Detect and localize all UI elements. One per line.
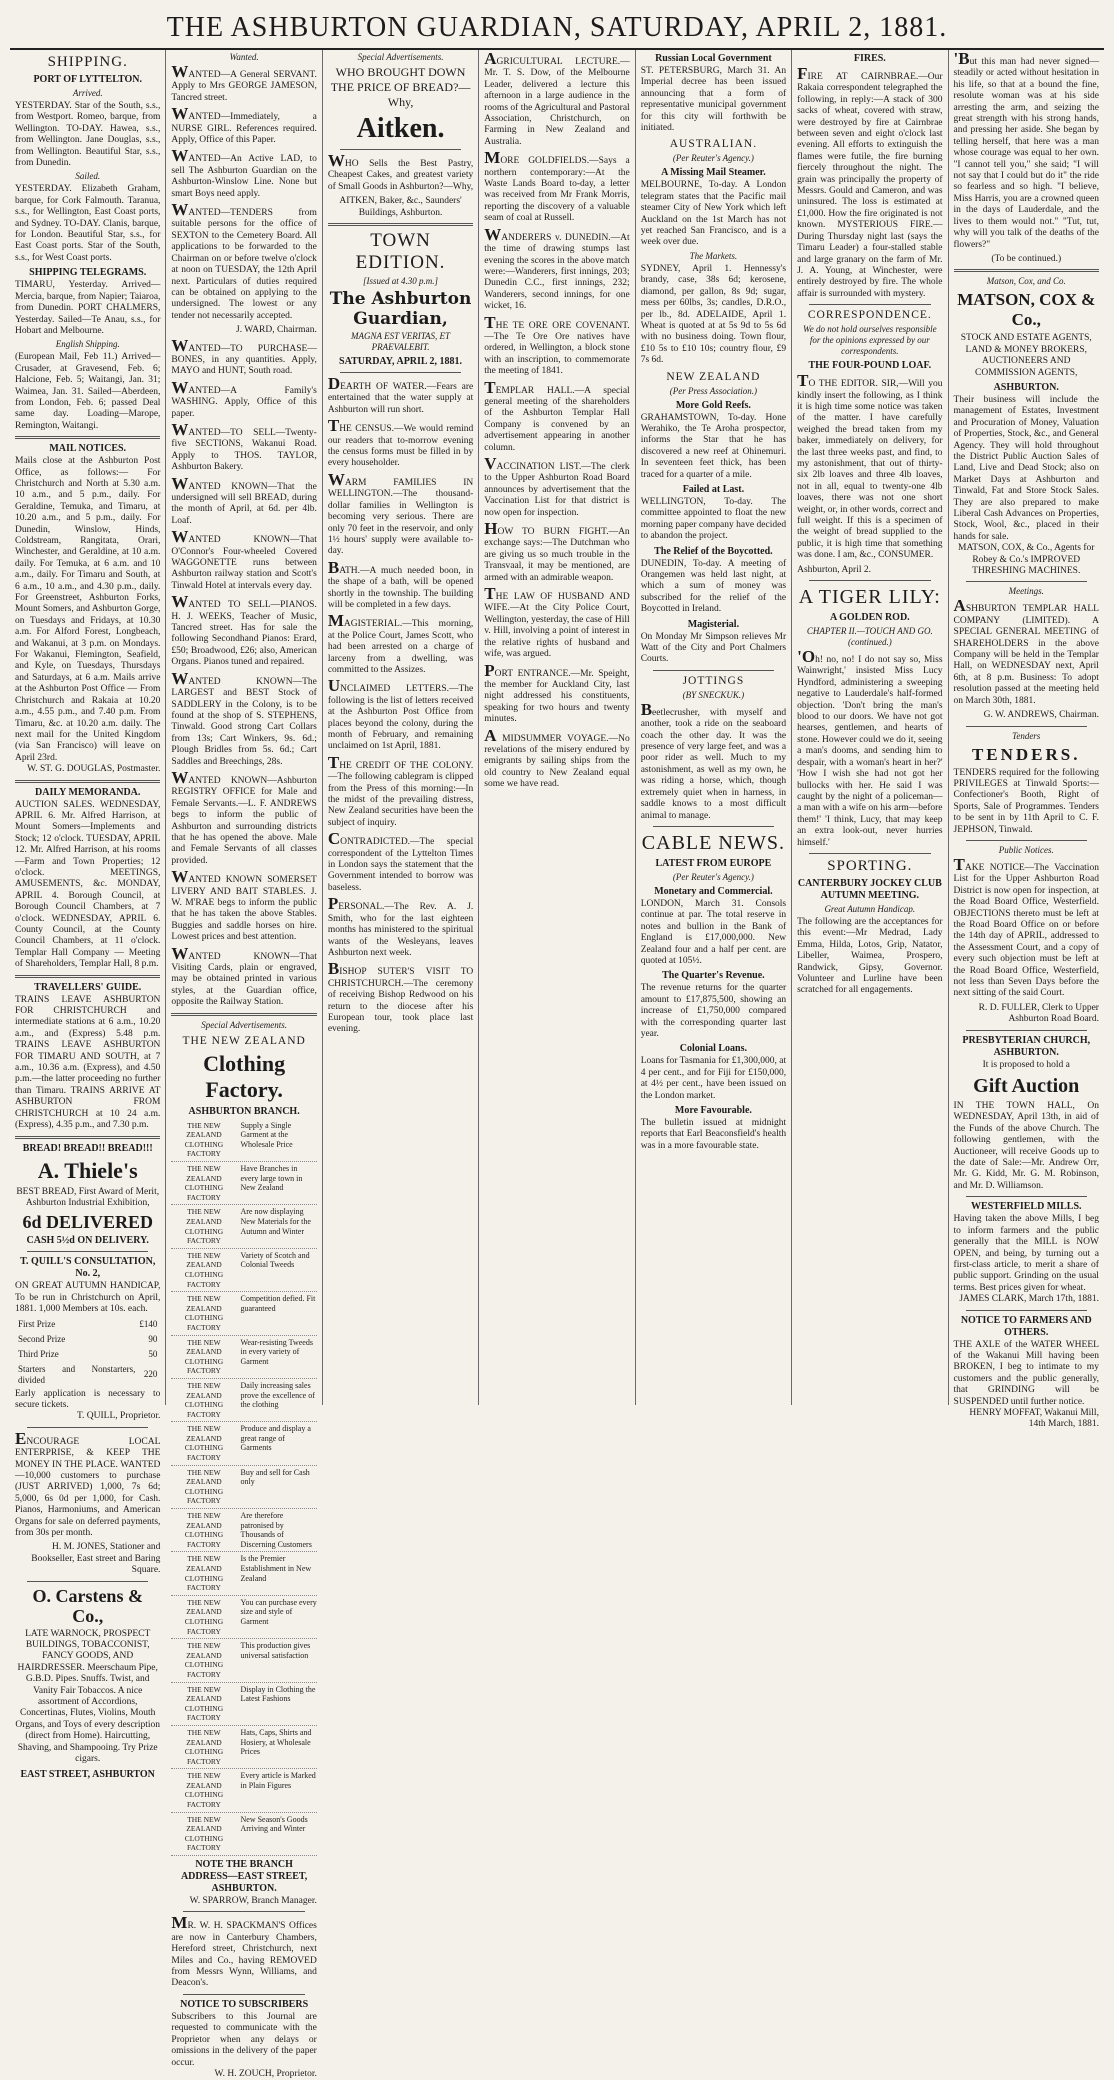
factory-line (171, 1336, 316, 1379)
wanted-ad: WANTED—An Active LAD, to sell The Ashburton Guardian on the Ashburton-Winslow Line. None but smart Boys need apply. (171, 146, 317, 199)
colonial-loans-body: Loans for Tasmania for £1,300,000, at 4 per cent., and for Fiji for £150,000, at 4½ per cent., have been issued on the London market. (640, 1056, 787, 1101)
factory-name: THE NEW ZEALAND CLOTHING FACTORY (184, 1684, 224, 1723)
prize-row (17, 1318, 158, 1331)
factory-list (171, 1119, 316, 1856)
divider (183, 1994, 304, 1995)
factory-claim: Variety of Scotch and Colonial Tweeds (240, 1250, 310, 1270)
matson-agents: MATSON, COX, & Co., Agents for Robey & Co.'s IMPROVED THRESHING MACHINES. (958, 543, 1095, 577)
sporting-body: The following are the acceptances for this event:—Mr Medrad, Lady Emma, Hilda, Lotos, Grip, Natator, Libeller, Waimea, Prospero, Randwick, Gipsy, Governor. Volunteer and Lurline have been scratched for all engagements. (797, 916, 943, 996)
prize-label: Second Prize (18, 1333, 66, 1344)
motto: MAGNA EST VERITAS, ET PRAEVALEBIT. (351, 331, 451, 353)
wanted-heading: Wanted. (229, 52, 259, 62)
factory-line (171, 1552, 316, 1595)
australian-heading: AUSTRALIAN. (669, 138, 758, 151)
quill-note: Early application is necessary to secure tickets. (15, 1388, 161, 1410)
correspondence-note: We do not hold ourselves responsible for the opinions expressed by our correspondents. (803, 324, 937, 357)
favourable-heading: More Favourable. (674, 1105, 752, 1116)
tenders-body: TENDERS required for the following PRIVILEGES at Tinwald Sports:—Confectioner's Booth, Right of Sports, Sale of Programmes. Tenders to be sent in by 11th April to C. F. JEPHSON, Tinwald. (953, 767, 1099, 835)
bread-cash: CASH 5½d ON DELIVERY. (26, 1235, 149, 1247)
westerfield-mills-heading: WESTERFIELD MILLS. (970, 1201, 1082, 1213)
special-ads-heading: Special Advertisements. (201, 1019, 288, 1030)
divider (15, 436, 160, 439)
column-3 (323, 50, 479, 1405)
news-item: THE CREDIT OF THE COLONY.—The following cablegram is clipped from the Press of this morning:—In the midst of the prevailing distress, New Zealand securities have been the subject of inquiry. (327, 752, 474, 828)
column-1 (10, 50, 166, 1780)
jottings-heading: JOTTINGS (682, 674, 745, 687)
monetary-body: LONDON, March 31. Consols continue at par. The total reserve in notes and bullion in the Bank of England is £17,000,000. New Zealand four and a half per cent. are quoted at 105½. (640, 898, 787, 966)
notice-signature: W. H. ZOUCH, Proprietor. (214, 2068, 317, 2079)
factory-line (171, 1162, 316, 1205)
factory-claim: Are therefore patronised by Thousands of Discerning Customers (240, 1511, 312, 1549)
divider (653, 826, 774, 827)
matson-name: MATSON, COX & Co., (957, 290, 1096, 330)
divider (809, 304, 930, 305)
town-edition-sub: [Issued at 4.30 p.m.] (363, 276, 439, 287)
factory-name: THE NEW ZEALAND CLOTHING FACTORY (184, 1250, 224, 1289)
divider (966, 1030, 1087, 1031)
quill-body: ON GREAT AUTUMN HANDICAP, To be run in Christchurch on April, 1881. 1,000 Members at 10s. each. (15, 1281, 161, 1315)
factory-claim: Wear-resisting Tweeds in every variety of Garment (240, 1337, 313, 1366)
news-item: THE LAW OF HUSBAND AND WIFE.—At the City Police Court, Wellington, yesterday, the case of Hill v. Hill, involving a point of interest in the relative rights of husband and wife, was argued. (484, 584, 630, 660)
news-item: DEARTH OF WATER.—Fears are entertained that the water supply at Ashburton will run short. (327, 374, 474, 415)
wanted-ad: WANTED KNOWN—That the undersigned will sell BREAD, during the month of April, at 6d. per 4lb. Loaf. (171, 473, 317, 526)
factory-line (171, 1379, 316, 1422)
sexton-signature: J. WARD, Chairman. (236, 325, 317, 336)
aitken-name: Aitken. (356, 113, 445, 144)
arrived-heading: Arrived. (72, 88, 103, 98)
divider (966, 581, 1087, 582)
carstens-name: O. Carstens & Co., (32, 1585, 143, 1626)
divider (653, 670, 774, 671)
news-item: TEMPLAR HALL.—A special general meeting of the shareholders of the Ashburton Templar Hall Company is convened by an advertisement appearing in another column. (484, 377, 630, 453)
quill-signature: T. QUILL, Proprietor. (76, 1411, 161, 1422)
news-item: A MIDSUMMER VOYAGE.—No revelations of the misery endured by emigrants by sailing ships from the old country to New Zealand equal some we have read. (484, 725, 630, 790)
correspondence-heading: CORRESPONDENCE. (807, 309, 932, 322)
factory-name: THE NEW ZEALAND CLOTHING FACTORY (184, 1641, 224, 1679)
russian-heading: Russian Local Government (655, 53, 772, 64)
mail-signature: W. ST. G. DOUGLAS, Postmaster. (27, 764, 161, 775)
factory-signature: W. SPARROW, Branch Manager. (189, 1896, 317, 1907)
monetary-heading: Monetary and Commercial. (654, 885, 773, 897)
divider (340, 372, 461, 373)
factory-line (171, 1769, 316, 1812)
bread-body: BEST BREAD, First Award of Merit, Ashburton Industrial Exhibition, (16, 1186, 160, 1208)
carstens-body: LATE WARNOCK, PROSPECT BUILDINGS, TOBACCONIST, FANCY GOODS, AND HAIRDRESSER. Meerschaum Pipe, G.B.D. Pipes. Snuffs. Twist, and Vanity Fair Tobaccos. A nice assortment of Accordions, Concertinas, Flutes, Violins, Mouth Organs, and Toys of every description (direct from Home). Haircutting, Shaving, and Shampooing. Try Prize cigars. (15, 1628, 161, 1765)
nz-heading: THE NEW ZEALAND (182, 1034, 306, 1047)
loaf-date: Ashburton, April 2. (797, 564, 871, 575)
tiger-lily-heading: A TIGER LILY: (798, 586, 941, 609)
templar-meeting: ASHBURTON TEMPLAR HALL COMPANY (LIMITED). A SPECIAL GENERAL MEETING of SHAREHOLDERS in the above Company will be held in the Templar Hall, on WEDNESDAY next, April 6th, at 8 p.m. Business: To adopt resolution passed at the meeting held on March 30th, 1881. (953, 596, 1099, 706)
matson-town: ASHBURTON. (993, 381, 1059, 393)
news-item: BISHOP SUTER'S VISIT TO CHRISTCHURCH.—The ceremony of receiving Bishop Redwood on his return to the diocese after his European tour, took place last evening. (327, 959, 474, 1035)
clothing-factory-title: Clothing Factory. (203, 1050, 286, 1102)
farmers-signature: HENRY MOFFAT, Wakanui Mill, 14th March, 1881. (969, 1407, 1099, 1430)
factory-name: THE NEW ZEALAND CLOTHING FACTORY (184, 1814, 224, 1853)
divider (27, 1251, 148, 1252)
jottings-byline: (BY SNECKUK.) (682, 689, 745, 700)
tiger-lily-sub: A GOLDEN ROD. (829, 612, 910, 624)
divider (966, 726, 1087, 727)
subscribers-notice-heading: NOTICE TO SUBSCRIBERS (180, 1998, 309, 2010)
column-5 (636, 50, 792, 1405)
divider (954, 269, 1099, 272)
wanted-ad: WANTED—TENDERS from suitable persons for the office of SEXTON to the Cemetery Board. All applications to be forwarded to the Chairman on or before twelve o'clock at noon on TUESDAY, the 12th April next. Particulars of duties required can be obtained on applying to the undersigned. The lowest or any tender not necessarily accepted. (171, 200, 317, 321)
divider (809, 853, 930, 854)
divider (15, 975, 160, 978)
factory-claim: Daily increasing sales prove the excellence of the clothing (240, 1380, 315, 1410)
divider (183, 1911, 304, 1912)
jones-signature: H. M. JONES, Stationer and Bookseller, East street and Baring Square. (31, 1542, 161, 1576)
factory-claim: Produce and display a great range of Garments (240, 1424, 311, 1453)
sailed-heading: Sailed. (75, 171, 101, 182)
masthead: THE ASHBURTON GUARDIAN, SATURDAY, APRIL 2, 1881. (10, 8, 1104, 50)
revenue-body: The revenue returns for the quarter amount to £17,875,500, showing an increase of £1,750,000 compared with the corresponding quarter last year. (640, 983, 787, 1039)
news-item: THE TE ORE ORE COVENANT.—The Te Ore Ore natives have ordered, in Wellington, a block stone with an inscription, to commemorate the meeting of 1841. (484, 312, 630, 377)
divider (15, 1136, 160, 1139)
divider (340, 149, 461, 150)
wanted-ad: WANTED—A Family's WASHING. Apply, Office of this paper. (171, 377, 317, 419)
matson-body: Their business will include the management of Estates, Investment and Procuration of Money, Valuation of Properties, Stock, &c., and General Agency. They will hold throughout the District Public Auction Sales of Land, Live and Dead Stock; also on Market Days at Ashburton and Tinwald, Fat and Store Stock Sales. They are also prepared to make Liberal Cash Advances on Properties, Stock, Wool, &c., placed in their hands for sale. (953, 394, 1099, 542)
shipping-heading: SHIPPING. (47, 54, 128, 70)
failed-heading: Failed at Last. (682, 483, 745, 495)
divider (809, 580, 930, 581)
factory-name: THE NEW ZEALAND CLOTHING FACTORY (184, 1120, 224, 1159)
prize-amount: £140 (139, 1318, 158, 1329)
telegrams-body: TIMARU, Yesterday. Arrived—Mercia, barque, from Napier; Taiaroa, from Dunedin. PORT CHALMERS, Yesterday. Sailed—Te Anau, s.s., for Hobart and Melbourne. (15, 280, 161, 336)
missing-steamer-body: MELBOURNE, To-day. A London telegram states that the Pacific mail steamer City of New York which left Auckland on the 1st March has not yet reached San Francisco, and is a week over due. (640, 180, 787, 248)
gold-reefs-body: GRAHAMSTOWN, To-day. Hone Werahiko, the Te Aroha prospector, informs the Star that he has discovered a new reef at Ohinemuri. In seventeen feet thick, has been traced for a quarter of a mile. (640, 412, 787, 480)
branch-heading: ASHBURTON BRANCH. (188, 1105, 300, 1117)
memoranda-body: AUCTION SALES. WEDNESDAY, APRIL 6. Mr. Alfred Harrison, at Mount Somers—Implements and Stock; 12 o'clock. TUESDAY, APRIL 12. Mr. Alfred Harrison, at his rooms—Farm and Town Properties; 12 o'clock. MEETINGS, AMUSEMENTS, &c. MONDAY, APRIL 4. Borough Council, at Borough Council Chambers, at 7 o'clock. WEDNESDAY, APRIL 6. County Council, at the County Council Chambers, at 11 o'clock. Templar Hall Company — Meeting of Shareholders, Templar Hall, 8 p.m. (15, 799, 161, 970)
factory-line (171, 1726, 316, 1769)
factory-name: THE NEW ZEALAND CLOTHING FACTORY (184, 1380, 224, 1419)
quill-prizes-table (15, 1316, 160, 1389)
aitken-question: WHO BROUGHT DOWN THE PRICE OF BREAD?—Why, (330, 65, 471, 109)
fires-heading: FIRES. (853, 53, 886, 64)
news-item: PERSONAL.—The Rev. A. J. Smith, who for the last eighteen months has ministered to the spiritual wants of the Wesleyans, leaves Ashburton next week. (327, 894, 474, 958)
tiger-lily-body: 'Oh! no, no! I do not say so, Miss Wainwright,' insisted Miss Lucy Hyndford, administering a sweeping negative to Lauderdale's half-formed objection. 'Don't bring the man's blood to our doors. We have not got hearses, gentlemen, and hearts of stone. However could we do it, seeing a man's dooms, and sending him to despair, with a woman's heart in her?' 'How I wish she had not got her bullocks with her. He said I was caught by the night of a policeman—a man with a wife on his arm—before them!' 'I think, Lucy, that may keep an extra look-out, never hurries himself.' (797, 647, 943, 848)
telegrams-heading: SHIPPING TELEGRAMS. (29, 267, 147, 279)
spackman-ad: MR. W. H. SPACKMAN'S Offices are now in Canterbury Chambers, Hereford street, Christchurch, next Miles and Co., having REMOVED from Messrs Wynn, Williams, and Deacon's. (171, 1913, 317, 1989)
town-edition-heading: TOWN EDITION. (355, 230, 446, 274)
mail-notices-body: Mails close at the Ashburton Post Office, as follows:— For Christchurch and North at 5.30 a.m. 10 a.m., and 5 p.m., daily. For Geraldine, Temuka, and Timaru, at 10.20 a.m., and 5 p.m., daily. For Dunedin, Winslow, Hinds, Coldstream, Rangitata, Orari, Winchester, and Geraldine, at 10 a.m. daily. For Temuka, at 6 a.m. and 10 a.m., daily. For Timaru and South, at 6 a.m., 10 a.m., and 4.30 p.m., daily. For Greenstreet, Ashburton Forks, Mount Somers, and Ashburton Gorge, on Tuesdays and Fridays, at 10.30 a.m. For Alford Forest, Longbeach, and Wakanui, at 3 p.m. on Mondays. For Wakanui, Flemington, Seafield, and Kyle, on Tuesdays, Thursdays and Saturdays, at 6 a.m. Mails arrive at the Ashburton Post Office — From Christchurch and Rakaia at 10.20 a.m., 4.55 p.m., and 7.40 p.m. From Timaru, &c. at 10.20 a.m. daily. The next mail for the United Kingdom (via San Francisco) will leave on April 23rd. (15, 456, 161, 763)
tenders-title: TENDERS. (971, 744, 1081, 764)
port-heading: PORT OF LYTTELTON. (33, 74, 142, 85)
divider (15, 780, 160, 783)
factory-claim: Hats, Caps, Shirts and Hosiery, at Wholesale Prices (240, 1727, 312, 1757)
sporting-sub: CANTERBURY JOCKEY CLUB AUTUMN MEETING. (797, 877, 942, 901)
wanted-ad: WANTED TO SELL—PIANOS. H. J. WEEKS, Teacher of Music, Tancred street. Has for sale the following Secondhand Pianos: Erard, £50; Broadwood, £26; also, American Organs. Pianos tuned and repaired. (171, 592, 317, 668)
factory-line (171, 1509, 316, 1552)
encourage-enterprise-ad: ENCOURAGE LOCAL ENTERPRISE, & KEEP THE MONEY IN THE PLACE. WANTED—10,000 customers to purchase (JUST ARRIVED) 1,000, 7s 6d; 5,000, 6s 0d per 1,000, for Cash. Pianos, Harmoniums, and American Organs for sale on deferred payments, from 30s per month. (15, 1428, 161, 1538)
english-shipping-body: (European Mail, Feb 11.) Arrived—Crusader, at Gravesend, Feb. 6; Halcione, Feb. 5; Waitangi, Jan. 31; Waimea, Jan. 31. Sailed—Aberdeen, from London, Feb. 6; passed Deal same day. Loading—Marope, Remington, Waitangi. (15, 352, 161, 431)
nz-news-heading: NEW ZEALAND (666, 370, 761, 383)
news-item: VACCINATION LIST.—The clerk to the Upper Ashburton Road Board announces by advertisement that the Vaccination List for that district is now open for inspection. (484, 454, 630, 518)
mills-signature: JAMES CLARK, March 17th, 1881. (959, 1294, 1099, 1305)
wanted-ads-list (171, 62, 317, 1009)
factory-line (171, 1683, 316, 1726)
factory-claim: Every article is Marked in Plain Figures (240, 1771, 316, 1790)
factory-line (171, 1813, 316, 1856)
revenue-heading: The Quarter's Revenue. (662, 970, 765, 982)
travellers-heading: TRAVELLERS' GUIDE. (34, 981, 142, 993)
subscribers-notice-body: Subscribers to this Journal are requested to communicate with the Proprietor when any delays or omissions in the delivery of the paper occur. (171, 2011, 317, 2068)
column-6 (792, 50, 948, 1405)
four-pound-loaf-body: TO THE EDITOR. SIR,—Will you kindly insert the following, as I think it is high time some notice was taken of the matter. I have carefully weighed the bread taken from my baker, immediately on delivery, for the last three weeks past, and find, to my astonishment, that out of thirty-six 2lb loaves and three 4lb loaves, not in all, equal to twenty-one 4lb loaves, there was not one short weight, or, in other words, correct and full weight. If this is a specimen of the weight of bread supplied to the public, it is high time that something was done. I am, &c., CONSUMER. (797, 371, 943, 561)
matson-heading: Matson, Cox, and Co. (986, 276, 1066, 287)
wanted-ad: WANTED KNOWN—That O'Connor's Four-wheeled Covered WAGGONETTE runs between Ashburton railway station and Scott's Tinwald Hotel at intervals every day. (171, 527, 317, 591)
issue-date: SATURDAY, APRIL 2, 1881. (339, 356, 463, 368)
vaccination-notice: TAKE NOTICE—The Vaccination List for the Upper Ashburton Road District is now open for inspection, at the Road Board Office, Westerfield. OBJECTIONS thereto must be left at the Road Board Office on or before the 14th day of APRIL, addressed to the Assessment Court, and a copy of every such objection must be left at the Road Board Office, Westerfield, not less than Seven Days before the next sitting of the said Court. (953, 854, 1099, 999)
wanted-ad: WANTED—A General SERVANT. Apply to Mrs GEORGE JAMESON, Tancred street. (171, 62, 317, 103)
column-4 (479, 50, 635, 1405)
farmers-notice-body: THE AXLE of the WATER WHEEL of the Wakanui Mill having been BROKEN, I beg to intimate to my customers and the public generally, that GRINDING will be SUSPENDED until further notice. (953, 1339, 1099, 1407)
presbyterian-body: IN THE TOWN HALL, On WEDNESDAY, April 13th, in aid of the Funds of the above Church. The following gentlemen, with the Auctioneer, will receive Goods up to the date of Sale:—Mr. Andrew Orr, Mr. G. Kidd, Mr. G. M. Robinson, and Mr. D. Williamson. (953, 1101, 1099, 1191)
failed-body: WELLINGTON, To-day. The committee appointed to float the new morning paper company have decided to abandon the project. (640, 496, 787, 542)
cable-news-sub: LATEST FROM EUROPE (655, 857, 772, 869)
gift-auction-title: Gift Auction (973, 1075, 1080, 1098)
prize-label: Third Prize (18, 1348, 59, 1359)
news-item: UNCLAIMED LETTERS.—The following is the list of letters received at the Ashburton Post Office from places beyond the colony, during the month of February, and remaining unclaimed on 1st April, 1881. (327, 676, 474, 752)
bread-price: 6d DELIVERED (22, 1212, 153, 1233)
aitken-signature: AITKEN, Baker, &c., Saunders' Buildings, Ashburton. (339, 196, 462, 218)
factory-line (171, 1422, 316, 1465)
sailed-list: YESTERDAY. Elizabeth Graham, barque, for Cork Falmouth. Taranua, s.s., for Wellington, East Coast ports, and Sydney. TO-DAY. Clanis, barque, for London. Beautiful Star, s.s., for East Coast ports. Star of the South, s.s., for West Coast ports. (15, 184, 161, 263)
tenders-heading: Tenders (1012, 730, 1041, 741)
factory-name: THE NEW ZEALAND CLOTHING FACTORY (184, 1554, 224, 1593)
divider (966, 1196, 1087, 1197)
wanted-ad: WANTED KNOWN—The LARGEST and BEST Stock of SADDLERY in the Colony, is to be found at the shop of S. STEPHENS, Tinwald. Good strong Cart Collars from 13s; Cart Winkers, 9s. 6d.; Plough Bridles from 5s. 6d.; Cart Saddles and Breechings, 28s. (171, 668, 317, 767)
aitken-body: WHO Sells the Best Pastry, Cheapest Cakes, and greatest variety of Small Goods in Ashburton?—Why, (327, 151, 474, 192)
factory-name: THE NEW ZEALAND CLOTHING FACTORY (184, 1424, 224, 1463)
news-item: WARM FAMILIES IN WELLINGTON.—The thousand-dollar families in Wellington is becoming very serious. There are only 70 feet in the reservoir, and only 1½ hours' supply were available to-day. (327, 469, 474, 557)
prize-amount: 90 (148, 1333, 158, 1344)
matson-sub: STOCK AND ESTATE AGENTS, LAND & MONEY BROKERS, AUCTIONEERS AND COMMISSION AGENTS, (960, 333, 1092, 378)
divider (966, 1310, 1087, 1311)
fires-body: FIRE AT CAIRNBRAE.—Our Rakaia correspondent telegraphed the following, in reply:—A stack of 300 sacks of wheat, covered with straw, were destroyed by fire at Cairnbrae between seven and eight o'clock last evening. All efforts to extinguish the flames were futile, the fire burning fiercely throughout the night. The grain was principally the property of Messrs. Gould and Cameron, and was uninsured. The loss is estimated at £1,000. How the fire originated is not known. MYSTERIOUS FIRE.—During Thursday night last (says the Timaru Leader) a four-stalled stable and large granary on the farm of Mr. J. A. Young, at Winchester, were entirely destroyed by fire. The whole affair is surrounded with mystery. (797, 64, 943, 299)
markets-heading: The Markets. (689, 250, 738, 261)
westerfield-mills-body: Having taken the above Mills, I beg to inform farmers and the public generally that the MILL is NOW OPEN, and being, by turning out a first-class article, to merit a share of public support. Grinding on the usual terms. Best prices given for wheat. (953, 1214, 1099, 1293)
markets-body: SYDNEY, April 1. Hennessy's brandy, case, 38s 6d; kerosene, diamond, per gallon, 8s 9d; sugar, mess per 60lbs, 3s; candles, D.R.O., per lb., 8d. ADELAIDE, April 1. Wheat is quoted at at 5s 9d to 5s 6d with no business doing. Town flour, £10 5s to £10 10s; country flour, £9 7s 6d. (640, 263, 787, 366)
colonial-loans-heading: Colonial Loans. (679, 1043, 748, 1055)
column-7 (949, 49, 1104, 1430)
news-item: PORT ENTRANCE.—Mr. Speight, the member for Auckland City, last night addressed his constituents, speaking for two hours and twenty minutes. (484, 660, 630, 725)
public-notices-heading: Public Notices. (998, 844, 1054, 855)
news-item: WANDERERS v. DUNEDIN.—At the time of drawing stumps last evening the scores in the above match were:—Wanderers, first innings, 203; Dunedin C.C., first innings, 232; Wanderers, second innings, for one wicket, 16. (484, 224, 630, 312)
favourable-body: The bulletin issued at midnight reports that Earl Beaconsfield's health was in a more favourable state. (640, 1118, 787, 1151)
factory-claim: Display in Clothing the Latest Fashions (240, 1684, 316, 1704)
nz-news-sub: (Per Press Association.) (669, 385, 758, 396)
news-item: BATH.—A much needed boon, in the shape of a bath, will be opened shortly in the township. The building will be completed in a few days. (327, 557, 474, 610)
four-pound-loaf-heading: THE FOUR-POUND LOAF. (808, 360, 932, 372)
story-continuation: 'But this man had never signed—steadily or acted without hesitation in his life, so that at a bound the fine, resolute woman was at his side arresting the arm, and seizing the great strength with his strong hands, and pressing her aside. She began by telling herself, that here was a man whose courage was equal to her own. "I cannot tell you," she said; "I will not say that I could but do it" the ride so fearless and so high. "I believe, Miss Harris, you are a crowned queen in the days of Lauderdale, and the lives to them would not." "Tut, tut, why will you talk of the deaths of the flowers?" (953, 49, 1099, 250)
australian-sub: (Per Reuter's Agency.) (672, 153, 754, 164)
factory-line (171, 1466, 316, 1509)
farmers-notice-heading: NOTICE TO FARMERS AND OTHERS. (960, 1314, 1092, 1338)
presbyterian-heading: PRESBYTERIAN CHURCH, ASHBURTON. (962, 1034, 1091, 1058)
prize-amount: 220 (143, 1369, 158, 1380)
factory-line (171, 1249, 316, 1292)
divider (27, 1581, 148, 1582)
divider (171, 1013, 316, 1016)
travellers-body: TRAINS LEAVE ASHBURTON FOR CHRISTCHURCH and intermediate stations at 6 a.m., 10.20 a.m., and (Express) 5.48 p.m. TRAINS LEAVE ASHBURTON FOR TIMARU AND SOUTH, at 7 a.m., 10.36 a.m. (Express), and 4.50 p.m.—the latter proceeding no further than Timaru. TRAINS ARRIVE AT ASHBURTON FROM CHRISTCHURCH at 10 24 a.m. (Express), 4.35 p.m., and 7.30 p.m. (15, 994, 161, 1131)
cable-news-byline: (Per Reuter's Agency.) (672, 871, 754, 882)
english-shipping-heading: English Shipping. (55, 339, 120, 350)
factory-claim: Have Branches in every large town in New Zealand (240, 1164, 303, 1193)
divider (328, 223, 473, 226)
factory-name: THE NEW ZEALAND CLOTHING FACTORY (184, 1467, 224, 1506)
factory-claim: New Season's Goods Arriving and Winter (240, 1814, 308, 1834)
news-item: CONTRADICTED.—The special correspondent of the Lyttelton Times in London says the statement that the Government intended to borrow was baseless. (327, 829, 474, 893)
sporting-sub2: Great Autumn Handicap. (824, 903, 916, 914)
prize-label: First Prize (18, 1318, 56, 1329)
meetings-heading: Meetings. (1008, 586, 1044, 597)
factory-name: THE NEW ZEALAND CLOTHING FACTORY (184, 1727, 224, 1766)
factory-name: THE NEW ZEALAND CLOTHING FACTORY (184, 1164, 224, 1202)
factory-name: THE NEW ZEALAND CLOTHING FACTORY (184, 1294, 224, 1332)
bread-heading: BREAD! BREAD!! BREAD!!! (22, 1142, 153, 1154)
news-item: THE CENSUS.—We would remind our readers that to-morrow evening the census forms must be filled in by every householder. (327, 416, 474, 469)
vaccination-signature: R. D. FULLER, Clerk to Upper Ashburton Road Board. (978, 1002, 1099, 1025)
templar-signature: G. W. ANDREWS, Chairman. (983, 710, 1099, 721)
factory-name: THE NEW ZEALAND CLOTHING FACTORY (184, 1207, 224, 1246)
prize-row (17, 1333, 158, 1346)
wanted-ad: WANTED—TO SELL—Twenty-five SECTIONS, Wakanui Road. Apply to THOS. TAYLOR, Ashburton Bakery. (171, 419, 317, 473)
story-end: (To be continued.) (991, 253, 1062, 264)
columns (10, 49, 1104, 2079)
column-2 (166, 50, 322, 2079)
wanted-ad: WANTED KNOWN SOMERSET LIVERY AND BAIT STABLES. J. W. M'RAE begs to inform the public that he has taken the above Stables. Buggies and saddle horses on hire. Lowest prices and best attention. (171, 867, 317, 943)
paper-name: The Ashburton Guardian, (329, 289, 472, 330)
wanted-ad: WANTED KNOWN—That Visiting Cards, plain or engraved, may be obtained printed in various styles, at the Guardian office, opposite the Railway Station. (171, 943, 317, 1008)
factory-name: THE NEW ZEALAND CLOTHING FACTORY (184, 1511, 224, 1549)
factory-name: THE NEW ZEALAND CLOTHING FACTORY (184, 1771, 224, 1810)
prize-row (17, 1348, 158, 1361)
quill-heading: T. QUILL'S CONSULTATION, No. 2, (20, 1256, 156, 1280)
factory-claim: Competition defied. Fit guaranteed (240, 1294, 316, 1313)
factory-line (171, 1292, 316, 1335)
relief-body: DUNEDIN, To-day. A meeting of Orangemen was held last night, at which a sum of money was subscribed for the relief of the Boycotted in Ireland. (640, 558, 787, 615)
factory-line (171, 1205, 316, 1248)
factory-line (171, 1639, 316, 1682)
news-item: HOW TO BURN FIGHT.—An exchange says:—The Dutchman who are giving us so much trouble in the Transvaal, it may be mentioned, are armed with an admirable weapon. (484, 519, 630, 583)
factory-address: NOTE THE BRANCH ADDRESS—EAST STREET, ASHBURTON. (180, 1859, 308, 1895)
factory-claim: Is the Premier Establishment in New Zealand (240, 1554, 312, 1583)
mail-notices-heading: MAIL NOTICES. (49, 443, 127, 455)
factory-claim: You can purchase every size and style of Garment (240, 1597, 317, 1626)
memoranda-heading: DAILY MEMORANDA. (35, 786, 141, 798)
divider (27, 1427, 148, 1428)
arrived-list: YESTERDAY. Star of the South, s.s., from Westport. Romeo, barque, from Wellington. TO-DAY. Hawea, s.s., from Wellington. Jane Douglas, s.s., from Wellington. Beautiful Star, s.s., from Dunedin. (15, 101, 161, 169)
relief-heading: The Relief of the Boycotted. (654, 545, 773, 557)
news-item: MORE GOLDFIELDS.—Says a northern contemporary:—At the Waste Lands Board to-day, a letter was received from Mr Frank Morris, reporting the discovery of a valuable seam of coal at Russell. (484, 148, 630, 224)
factory-claim: Are now displaying New Materials for the Autumn and Winter (240, 1207, 311, 1236)
thiele-name: A. Thiele's (37, 1157, 138, 1183)
factory-claim: This production gives universal satisfaction (240, 1641, 311, 1660)
cable-news-heading: CABLE NEWS. (641, 831, 785, 854)
presbyterian-sub: It is proposed to hold a (982, 1059, 1070, 1070)
factory-line (171, 1119, 316, 1162)
news-item: MAGISTERIAL.—This morning, at the Police Court, James Scott, who had been arrested on a charge of larceny from a dwelling, was committed to the Assizes. (327, 611, 474, 675)
magisterial-body: On Monday Mr Simpson relieves Mr Watt of the City and Port Chalmers Courts. (640, 631, 787, 665)
wanted-ad: WANTED KNOWN—Ashburton REGISTRY OFFICE for Male and Female Servants.—L. F. ANDREWS begs to inform the public of Ashburton and surrounding districts that he has opened the above. Male and Female Servants of all classes provided. (171, 767, 317, 866)
factory-name: THE NEW ZEALAND CLOTHING FACTORY (184, 1597, 224, 1636)
prize-amount: 50 (148, 1348, 158, 1359)
gold-reefs-heading: More Gold Reefs. (675, 399, 751, 411)
factory-line (171, 1596, 316, 1639)
wanted-ad: WANTED—Immediately, a NURSE GIRL. References required. Apply, Office of this Paper. (171, 104, 317, 146)
special-ads-heading: Special Advertisements. (357, 52, 444, 62)
factory-claim: Supply a Single Garment at the Wholesale Price (240, 1120, 293, 1149)
wanted-ad: WANTED—TO PURCHASE—BONES, in any quantities. Apply, MAYO and HUNT, South road. (171, 335, 317, 377)
chapter-heading: CHAPTER II.—TOUCH AND GO. (continued.) (806, 626, 933, 648)
missing-steamer-heading: A Missing Mail Steamer. (661, 167, 766, 179)
divider (966, 840, 1087, 841)
jottings-body: Beetlecrusher, with myself and another, took a ride on the seaboard coach the other day. It was the presence of very large feet, and was a poor rider as well. Much to my astonishment, as well as my own, he was riding a horse, which, though extremely quiet when in harness, in saddle knows to a most difficult animal to manage. (640, 699, 787, 821)
russian-body: ST. PETERSBURG, March 31. An Imperial decree has been issued announcing that a form of representative municipal government for this city will forthwith be initiated. (640, 66, 787, 134)
sporting-heading: SPORTING. (827, 857, 913, 874)
factory-name: THE NEW ZEALAND CLOTHING FACTORY (184, 1337, 224, 1376)
prize-row (17, 1363, 158, 1387)
news-item: AGRICULTURAL LECTURE.—Mr. T. S. Dow, of the Melbourne Leader, delivered a lecture this afternoon in a large audience in the rooms of the Agricultural and Pastoral Association, Christchurch, on Farming in New Zealand and Australia. (484, 49, 630, 147)
carstens-address: EAST STREET, ASHBURTON (20, 1768, 155, 1780)
prize-label: Starters and Nonstarters, divided (18, 1363, 136, 1385)
factory-claim: Buy and sell for Cash only (240, 1467, 310, 1487)
magisterial-heading: Magisterial. (687, 618, 740, 630)
